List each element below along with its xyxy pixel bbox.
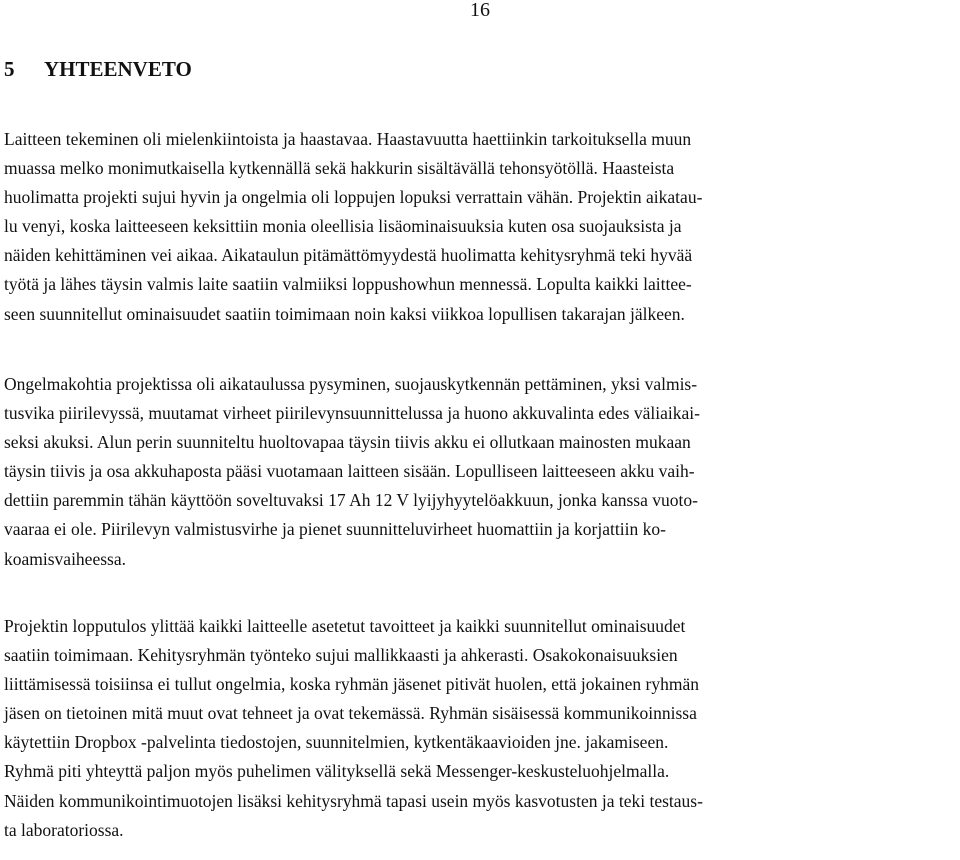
paragraph-line: tusvika piirilevyssä, muutamat virheet piirilevynsuunnittelussa ja huono akkuvalinta edes väliaikai- — [4, 403, 700, 424]
paragraph-1 — [4, 125, 702, 329]
paragraph-line: koamisvaiheessa. — [4, 548, 126, 569]
section-heading — [4, 55, 192, 83]
paragraph-line: Ongelmakohtia projektissa oli aikataulussa pysyminen, suojauskytkennän pettäminen, yksi valmis- — [4, 374, 698, 394]
paragraph-line: työtä ja lähes täysin valmis laite saatiin valmiiksi loppushowhun mennessä. Lopulta kaikki laittee- — [4, 274, 692, 295]
section-number: 5 — [4, 57, 15, 81]
paragraph-line: huolimatta projekti sujui hyvin ja ongelmia oli loppujen lopuksi verrattain vähän. Projektin aikatau- — [4, 187, 703, 208]
paragraph-line: vaaraa ei ole. Piirilevyn valmistusvirhe ja pienet suunnitteluvirheet huomattiin ja korjattiin ko- — [4, 519, 666, 540]
paragraph-line: ta laboratoriossa. — [4, 819, 124, 840]
paragraph-line: näiden kehittäminen vei aikaa. Aikataulun pitämättömyydestä huolimatta kehitysryhmä teki hyvää — [4, 245, 693, 266]
paragraph-line: Projektin lopputulos ylittää kaikki laitteelle asetetut tavoitteet ja kaikki suunnitellut ominaisuudet — [4, 616, 686, 636]
paragraph-line: saatiin toimimaan. Kehitysryhmän työnteko sujui mallikkaasti ja ahkerasti. Osakokonaisuuksien — [4, 645, 678, 666]
paragraph-line: Ryhmä piti yhteyttä paljon myös puhelimen välityksellä sekä Messenger-keskusteluohjelmalla. — [4, 761, 670, 782]
paragraph-line: Laitteen tekeminen oli mielenkiintoista ja haastavaa. Haastavuutta haettiinkin tarkoituksella muun — [4, 129, 692, 149]
paragraph-line: liittämisessä toisiinsa ei tullut ongelmia, koska ryhmän jäsenet pitivät huolen, että jokainen ryhmän — [4, 674, 699, 695]
page-number: 16 — [470, 0, 490, 21]
paragraph-line: dettiin paremmin tähän käyttöön soveltuvaksi 17 Ah 12 V lyijyhyytelöakkuun, jonka kanssa vuoto- — [4, 490, 698, 511]
paragraph-line: täysin tiivis ja osa akkuhaposta pääsi vuotamaan laitteen sisään. Lopulliseen laitteeseen akku vaih- — [4, 461, 695, 482]
paragraph-line: jäsen on tietoinen mitä muut ovat tehneet ja ovat tekemässä. Ryhmän sisäisessä kommunikoinnissa — [4, 703, 697, 724]
paragraph-line: seksi akuksi. Alun perin suunniteltu huoltovapaa täysin tiivis akku ei ollutkaan mainosten mukaan — [4, 432, 691, 453]
paragraph-line: seen suunnitellut ominaisuudet saatiin toimimaan noin kaksi viikkoa lopullisen takarajan jälkeen. — [4, 303, 685, 324]
paragraph-2 — [4, 370, 700, 574]
paragraph-3 — [4, 612, 703, 845]
paragraph-line: muassa melko monimutkaisella kytkennällä sekä hakkurin sisältävällä tehonsyötöllä. Haasteista — [4, 158, 675, 179]
paragraph-line: lu venyi, koska laitteeseen keksittiin monia oleellisia lisäominaisuuksia kuten osa suojauksista ja — [4, 216, 682, 237]
paragraph-line: Näiden kommunikointimuotojen lisäksi kehitysryhmä tapasi usein myös kasvotusten ja teki testaus- — [4, 790, 703, 811]
section-title: YHTEENVETO — [44, 57, 192, 81]
paragraph-line: käytettiin Dropbox -palvelinta tiedostojen, suunnitelmien, kytkentäkaavioiden jne. jakamiseen. — [4, 732, 669, 753]
